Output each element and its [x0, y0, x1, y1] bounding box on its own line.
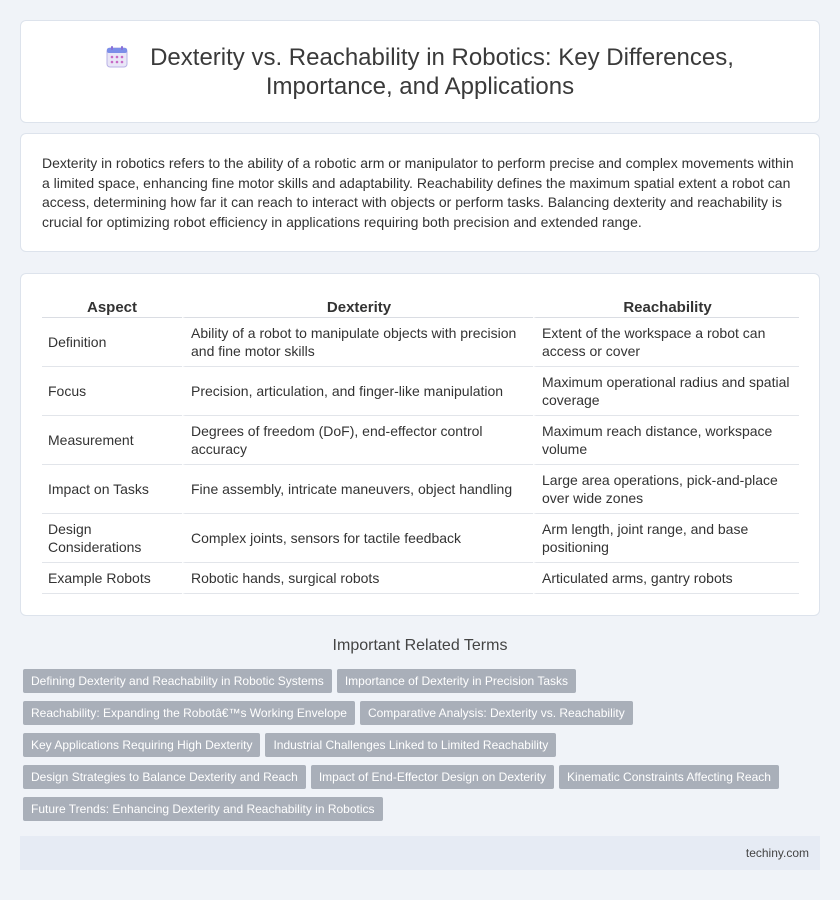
cell-dexterity: Robotic hands, surgical robots: [182, 563, 533, 594]
header-aspect: Aspect: [42, 296, 182, 318]
table-row: [42, 416, 799, 465]
page-title: [21, 43, 819, 101]
cell-aspect: Example Robots: [42, 563, 182, 594]
cell-reachability: Articulated arms, gantry robots: [533, 563, 799, 594]
related-term-tag[interactable]: Kinematic Constraints Affecting Reach: [559, 765, 779, 789]
intro-card: [20, 133, 820, 252]
cell-aspect: Definition: [42, 318, 182, 367]
cell-reachability: Maximum operational radius and spatial coverage: [533, 367, 799, 416]
cell-dexterity: Ability of a robot to manipulate objects with precision and fine motor skills: [182, 318, 533, 367]
header-reachability: Reachability: [533, 296, 799, 318]
table-row: [42, 465, 799, 514]
related-term-tag[interactable]: Impact of End-Effector Design on Dexterity: [311, 765, 554, 789]
related-term-tag[interactable]: Importance of Dexterity in Precision Tasks: [337, 669, 576, 693]
cell-aspect: Measurement: [42, 416, 182, 465]
related-term-tag[interactable]: Reachability: Expanding the Robotâ€™s Working Envelope: [23, 701, 355, 725]
header-dexterity: Dexterity: [182, 296, 533, 318]
cell-dexterity: Complex joints, sensors for tactile feedback: [182, 514, 533, 563]
cell-dexterity: Precision, articulation, and finger-like manipulation: [182, 367, 533, 416]
cell-reachability: Extent of the workspace a robot can access or cover: [533, 318, 799, 367]
cell-reachability: Arm length, joint range, and base positioning: [533, 514, 799, 563]
intro-paragraph: Dexterity in robotics refers to the ability of a robotic arm or manipulator to perform precise and complex movements within a limited space, enhancing fine motor skills and adaptability. Reachability defines the maximum spatial extent a robot can access, determining how far it can reach to interact with objects or perform tasks. Balancing dexterity and reachability is crucial for optimizing robot efficiency in applications requiring both precision and extended range.: [42, 155, 794, 230]
cell-reachability: Maximum reach distance, workspace volume: [533, 416, 799, 465]
related-term-tag[interactable]: Defining Dexterity and Reachability in Robotic Systems: [23, 669, 332, 693]
cell-aspect: Impact on Tasks: [42, 465, 182, 514]
table-row: [42, 563, 799, 594]
related-terms-heading: Important Related Terms: [332, 637, 508, 654]
related-term-tag[interactable]: Key Applications Requiring High Dexterity: [23, 733, 260, 757]
comparison-table: [42, 296, 799, 594]
comparison-card: [20, 273, 820, 616]
related-term-tag[interactable]: Design Strategies to Balance Dexterity and Reach: [23, 765, 306, 789]
cell-aspect: Focus: [42, 367, 182, 416]
related-term-tag[interactable]: Industrial Challenges Linked to Limited Reachability: [265, 733, 556, 757]
cell-dexterity: Fine assembly, intricate maneuvers, object handling: [182, 465, 533, 514]
footer-site-link[interactable]: techiny.com: [745, 846, 809, 860]
title-card: [20, 20, 820, 123]
cell-aspect: Design Considerations: [42, 514, 182, 563]
table-row: [42, 367, 799, 416]
title-line-2: Importance, and Applications: [265, 73, 575, 100]
table-header-row: [42, 296, 799, 318]
cell-reachability: Large area operations, pick-and-place over wide zones: [533, 465, 799, 514]
table-row: [42, 514, 799, 563]
footer: [20, 836, 820, 870]
table-row: [42, 318, 799, 367]
calendar-icon: [106, 46, 128, 68]
related-term-tag[interactable]: Future Trends: Enhancing Dexterity and Reachability in Robotics: [23, 797, 383, 821]
title-line-1: Dexterity vs. Reachability in Robotics: Key Differences,: [150, 44, 734, 71]
cell-dexterity: Degrees of freedom (DoF), end-effector control accuracy: [182, 416, 533, 465]
related-term-tag[interactable]: Comparative Analysis: Dexterity vs. Reachability: [360, 701, 633, 725]
related-terms-list: [23, 669, 803, 829]
